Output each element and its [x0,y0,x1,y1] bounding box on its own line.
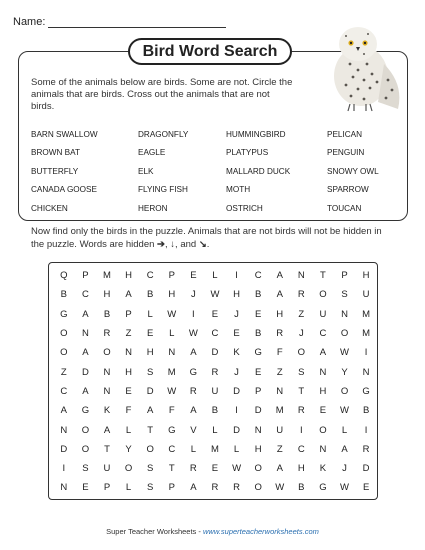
instructions-text: Now find only the birds in the puzzle. Animals that are not birds will not be hidden in the puzzle. Words are hidden [31,226,382,250]
puzzle-letter[interactable]: M [210,443,219,455]
puzzle-letter[interactable]: D [254,405,262,417]
puzzle-letter[interactable]: T [320,270,326,282]
puzzle-letter[interactable]: E [125,385,132,397]
puzzle-letter[interactable]: M [362,328,371,340]
puzzle-letter[interactable]: I [364,424,368,436]
puzzle-letter[interactable]: H [103,289,111,301]
puzzle-letter[interactable]: N [319,443,327,455]
puzzle-letter[interactable]: I [235,270,238,282]
puzzle-letter[interactable]: H [254,443,262,455]
puzzle-letter[interactable]: E [254,366,262,378]
puzzle-letter[interactable]: T [104,443,110,455]
animal-item[interactable]: ELK [138,166,154,176]
puzzle-letter[interactable]: Y [125,443,132,455]
puzzle-letter[interactable]: M [362,308,371,320]
puzzle-letter[interactable]: R [211,482,219,494]
puzzle-letter[interactable]: Z [60,366,67,378]
puzzle-letter[interactable]: E [254,308,262,320]
animal-row [31,125,391,144]
puzzle-letter[interactable]: H [233,289,240,301]
puzzle-letter[interactable]: D [233,424,240,436]
animal-list [31,125,391,218]
puzzle-letter[interactable]: P [168,270,175,282]
puzzle-letter[interactable]: F [168,405,175,417]
puzzle-letter[interactable]: E [319,405,327,417]
puzzle-letter[interactable]: A [276,289,283,301]
puzzle-letter[interactable]: O [319,424,327,436]
puzzle-letter[interactable]: G [254,347,262,359]
puzzle-letter[interactable]: R [103,328,111,340]
animal-item[interactable]: CANADA GOOSE [31,185,97,195]
puzzle-letter[interactable]: H [168,289,176,301]
puzzle-letter[interactable]: H [297,463,305,475]
puzzle-letter[interactable]: A [190,405,197,417]
puzzle-letter[interactable]: E [362,482,370,494]
puzzle-letter[interactable]: J [298,328,304,340]
puzzle-letter[interactable]: A [147,405,154,417]
puzzle-letter[interactable]: J [190,289,196,301]
animal-item[interactable]: HUMMINGBIRD [226,129,286,139]
puzzle-letter[interactable]: A [82,385,89,397]
puzzle-row [49,305,377,324]
puzzle-letter[interactable]: L [233,443,240,455]
puzzle-letter[interactable]: L [169,328,175,340]
puzzle-letter[interactable]: N [362,366,370,378]
puzzle-letter[interactable]: A [60,405,67,417]
puzzle-letter[interactable]: L [212,424,218,436]
puzzle-letter[interactable]: O [81,424,90,436]
puzzle-letter[interactable]: B [298,482,305,494]
puzzle-letter[interactable]: B [211,405,219,417]
animal-item[interactable]: TOUCAN [327,203,362,213]
animal-item[interactable]: MOTH [226,185,251,195]
puzzle-letter[interactable]: C [168,443,176,455]
puzzle-letter[interactable]: L [212,270,218,282]
puzzle-letter[interactable]: G [81,405,90,417]
puzzle-letter[interactable]: J [234,308,239,320]
puzzle-letter[interactable]: A [319,347,327,359]
puzzle-letter[interactable]: Y [341,366,348,378]
animal-item[interactable]: PLATYPUS [226,148,269,158]
puzzle-letter[interactable]: N [168,347,176,359]
puzzle-letter[interactable]: T [298,385,305,397]
puzzle-letter[interactable]: U [211,385,219,397]
puzzle-letter[interactable]: R [297,405,305,417]
puzzle-letter[interactable]: W [340,405,349,417]
puzzle-letter[interactable]: A [190,482,197,494]
puzzle-letter[interactable]: T [168,463,175,475]
footer-link[interactable]: www.superteacherworksheets.com [202,527,319,536]
arrow-diagonal-icon: ↘ [198,239,207,250]
puzzle-letter[interactable]: W [210,289,220,301]
puzzle-letter[interactable]: W [340,347,349,359]
puzzle-letter[interactable]: M [275,405,284,417]
puzzle-letter[interactable]: N [341,308,348,320]
puzzle-row [49,382,377,401]
animal-item[interactable]: BROWN BAT [31,148,80,158]
puzzle-row [49,440,377,459]
puzzle-letter[interactable]: R [233,482,240,494]
puzzle-letter[interactable]: H [319,385,327,397]
puzzle-letter[interactable]: O [146,443,154,455]
puzzle-letter[interactable]: G [319,482,327,494]
puzzle-letter[interactable]: K [319,463,327,475]
puzzle-letter[interactable]: N [125,347,133,359]
puzzle-letter[interactable]: G [189,366,198,378]
puzzle-letter[interactable]: I [62,463,66,475]
puzzle-letter[interactable]: D [211,347,219,359]
puzzle-letter[interactable]: G [168,424,176,436]
puzzle-letter[interactable]: O [60,328,68,340]
puzzle-letter[interactable]: B [254,289,262,301]
puzzle-letter[interactable]: N [297,270,305,282]
puzzle-letter[interactable]: A [82,347,89,359]
animal-item[interactable]: EAGLE [138,148,166,158]
puzzle-letter[interactable]: W [232,463,242,475]
puzzle-letter[interactable]: Z [125,328,132,340]
puzzle-instructions [31,225,391,251]
puzzle-letter[interactable]: L [147,308,153,320]
animal-item[interactable]: CHICKEN [31,203,68,213]
puzzle-row [49,362,377,381]
animal-item[interactable]: DRAGONFLY [138,129,189,139]
animal-item[interactable]: BUTTERFLY [31,166,79,176]
puzzle-letter[interactable]: I [300,424,303,436]
animal-item[interactable]: PENGUIN [327,148,365,158]
puzzle-letter[interactable]: R [362,443,370,455]
puzzle-letter[interactable]: Z [298,308,305,320]
puzzle-letter[interactable]: H [146,347,154,359]
puzzle-letter[interactable]: M [167,366,176,378]
puzzle-letter[interactable]: P [254,385,262,397]
instructions-sep: , [165,239,171,250]
puzzle-letter[interactable]: D [60,443,68,455]
puzzle-letter[interactable]: C [146,270,154,282]
animal-item[interactable]: PELICAN [327,129,363,139]
puzzle-letter[interactable]: E [233,328,240,340]
puzzle-letter[interactable]: R [297,289,305,301]
puzzle-letter[interactable]: O [60,347,68,359]
instructions-and: , and [175,239,199,250]
puzzle-letter[interactable]: N [103,385,111,397]
puzzle-letter[interactable]: P [125,308,132,320]
puzzle-letter[interactable]: N [60,424,68,436]
puzzle-letter[interactable]: S [147,366,154,378]
puzzle-letter[interactable]: W [167,308,177,320]
puzzle-letter[interactable]: U [103,463,111,475]
puzzle-letter[interactable]: C [254,270,262,282]
puzzle-letter[interactable]: N [319,366,327,378]
puzzle-letter[interactable]: C [211,328,219,340]
puzzle-letter[interactable]: H [125,366,133,378]
puzzle-letter[interactable]: F [276,347,283,359]
puzzle-letter[interactable]: O [254,463,262,475]
puzzle-letter[interactable]: A [125,289,132,301]
animal-item[interactable]: HERON [138,203,168,213]
puzzle-letter[interactable]: H [276,308,284,320]
footer-sep: - [196,527,203,536]
puzzle-letter[interactable]: A [276,463,283,475]
puzzle-letter[interactable]: R [189,463,197,475]
puzzle-letter[interactable]: W [188,328,198,340]
puzzle-letter[interactable]: R [211,366,219,378]
puzzle-letter[interactable]: V [190,424,197,436]
animal-item[interactable]: SPARROW [327,185,369,195]
footer [0,527,425,536]
puzzle-letter[interactable]: S [147,482,154,494]
puzzle-letter[interactable]: E [211,463,219,475]
puzzle-letter[interactable]: I [235,405,238,417]
puzzle-letter[interactable]: U [276,424,284,436]
puzzle-letter[interactable]: W [340,482,349,494]
puzzle-letter[interactable]: K [233,347,240,359]
puzzle-row [49,343,377,362]
puzzle-letter[interactable]: P [168,482,175,494]
snowy-owl-illustration [306,14,412,114]
puzzle-letter[interactable]: A [276,270,283,282]
puzzle-letter[interactable]: O [124,463,133,475]
intro-paragraph: Some of the animals below are birds. Some are not. Circle the animals that are birds. Cross out the animals that are not birds. [31,77,293,112]
puzzle-row [49,285,377,304]
puzzle-row [49,324,377,343]
animal-row [31,144,391,163]
puzzle-letter[interactable]: O [254,482,262,494]
puzzle-row [49,266,377,285]
puzzle-letter[interactable]: R [189,385,197,397]
puzzle-letter[interactable]: G [362,385,370,397]
puzzle-letter[interactable]: N [254,424,262,436]
puzzle-letter[interactable]: U [319,308,327,320]
puzzle-letter[interactable]: B [147,289,154,301]
puzzle-letter[interactable]: N [103,366,111,378]
puzzle-row [49,459,377,478]
arrow-right-icon: ➔ [157,239,166,250]
animal-item[interactable]: OSTRICH [226,203,263,213]
puzzle-letter[interactable]: D [81,366,89,378]
puzzle-letter[interactable]: T [147,424,154,436]
puzzle-letter[interactable]: C [319,328,327,340]
puzzle-letter[interactable]: O [297,347,306,359]
puzzle-letter[interactable]: O [81,443,90,455]
puzzle-letter[interactable]: A [341,443,348,455]
puzzle-letter[interactable]: L [125,424,132,436]
puzzle-letter[interactable]: P [82,270,89,282]
puzzle-letter[interactable]: H [362,270,370,282]
puzzle-letter[interactable]: Z [276,443,283,455]
puzzle-letter[interactable]: P [341,270,348,282]
name-field-row [13,16,226,28]
puzzle-letter[interactable]: O [103,347,111,359]
puzzle-letter[interactable]: A [103,424,111,436]
puzzle-row [49,420,377,439]
puzzle-letter[interactable]: G [60,308,68,320]
puzzle-letter[interactable]: P [103,482,111,494]
puzzle-letter[interactable]: M [103,270,111,282]
animal-row [31,162,391,181]
name-line[interactable] [48,16,226,28]
puzzle-letter[interactable]: A [82,308,89,320]
arrow-down-icon: ↓ [170,239,176,250]
puzzle-letter[interactable]: D [362,463,370,475]
puzzle-letter[interactable]: S [341,289,348,301]
puzzle-letter[interactable]: B [60,289,67,301]
puzzle-letter[interactable]: J [342,463,347,475]
animal-item[interactable]: MALLARD DUCK [226,166,291,176]
puzzle-letter[interactable]: A [190,347,197,359]
puzzle-letter[interactable]: O [340,328,349,340]
puzzle-letter[interactable]: C [297,443,305,455]
puzzle-letter[interactable]: L [190,443,196,455]
puzzle-letter[interactable]: S [298,366,305,378]
puzzle-letter[interactable]: D [233,385,240,397]
puzzle-letter[interactable]: S [147,463,154,475]
puzzle-letter[interactable]: E [82,482,89,494]
puzzle-letter[interactable]: B [103,308,111,320]
puzzle-letter[interactable]: U [362,289,370,301]
puzzle-row [49,401,377,420]
footer-brand: Super Teacher Worksheets [106,527,197,536]
puzzle-letter[interactable]: N [60,482,68,494]
puzzle-letter[interactable]: J [234,366,239,378]
name-label: Name: [13,16,46,28]
animal-item[interactable]: BARN SWALLOW [31,129,98,139]
puzzle-letter[interactable]: E [211,308,219,320]
puzzle-letter[interactable]: H [125,270,133,282]
puzzle-row [49,478,377,497]
puzzle-letter[interactable]: I [364,347,368,359]
puzzle-letter[interactable]: N [276,385,284,397]
puzzle-letter[interactable]: C [60,385,68,397]
puzzle-letter[interactable]: B [362,405,370,417]
puzzle-letter[interactable]: E [147,328,154,340]
puzzle-letter[interactable]: S [82,463,89,475]
puzzle-letter[interactable]: D [146,385,154,397]
puzzle-letter[interactable]: F [125,405,132,417]
puzzle-letter[interactable]: I [192,308,195,320]
puzzle-letter[interactable]: L [341,424,348,436]
animal-item[interactable]: FLYING FISH [138,185,188,195]
puzzle-letter[interactable]: K [103,405,111,417]
word-search-grid [48,262,378,500]
puzzle-letter[interactable]: O [319,289,327,301]
puzzle-letter[interactable]: B [254,328,262,340]
puzzle-letter[interactable]: Z [276,366,283,378]
puzzle-letter[interactable]: N [81,328,89,340]
puzzle-letter[interactable]: E [190,270,197,282]
worksheet-title: Bird Word Search [128,38,292,65]
animal-item[interactable]: SNOWY OWL [327,166,379,176]
puzzle-letter[interactable]: W [167,385,177,397]
animal-row [31,199,391,218]
instructions-end: . [206,239,210,250]
puzzle-letter[interactable]: L [125,482,132,494]
puzzle-letter[interactable]: Q [60,270,68,282]
animal-row [31,181,391,200]
puzzle-letter[interactable]: W [275,482,285,494]
puzzle-letter[interactable]: R [276,328,284,340]
puzzle-letter[interactable]: O [340,385,349,397]
puzzle-letter[interactable]: C [81,289,89,301]
